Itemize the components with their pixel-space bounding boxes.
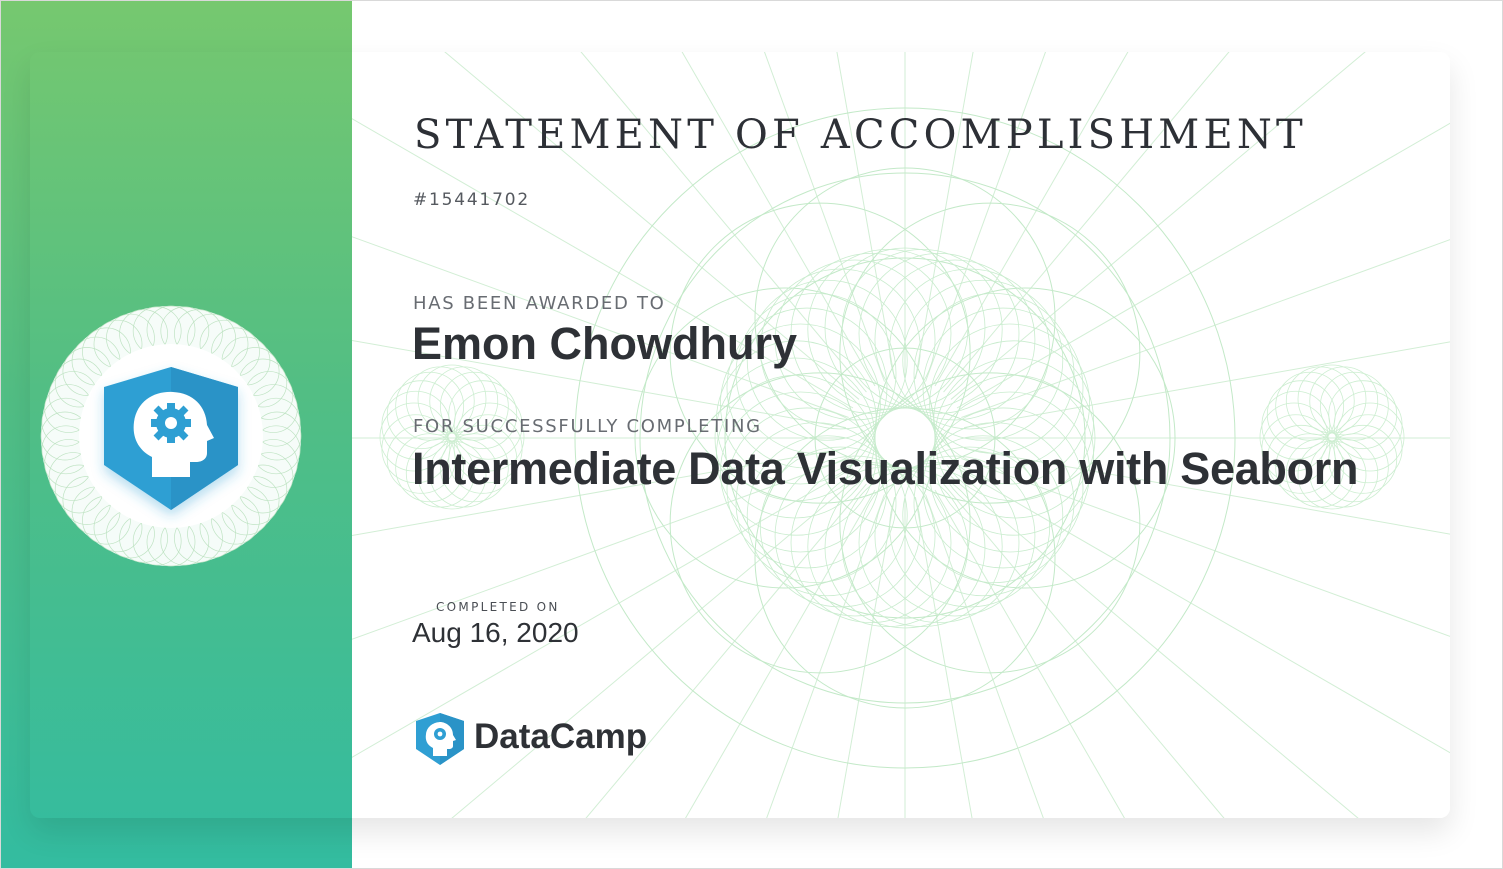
recipient-name: Emon Chowdhury (412, 318, 797, 369)
completing-label: FOR SUCCESSFULLY COMPLETING (413, 416, 762, 437)
achievement-seal (40, 305, 302, 567)
certificate-id: #15441702 (413, 190, 530, 210)
certificate-heading: STATEMENT OF ACCOMPLISHMENT (414, 112, 1307, 158)
brand-name: DataCamp (474, 717, 648, 756)
completion-date: Aug 16, 2020 (412, 617, 579, 648)
course-title: Intermediate Data Visualization with Seaborn (412, 443, 1359, 494)
completed-on-label: COMPLETED ON (436, 600, 560, 614)
datacamp-head-gear-icon (414, 711, 466, 767)
awarded-label: HAS BEEN AWARDED TO (413, 293, 666, 314)
